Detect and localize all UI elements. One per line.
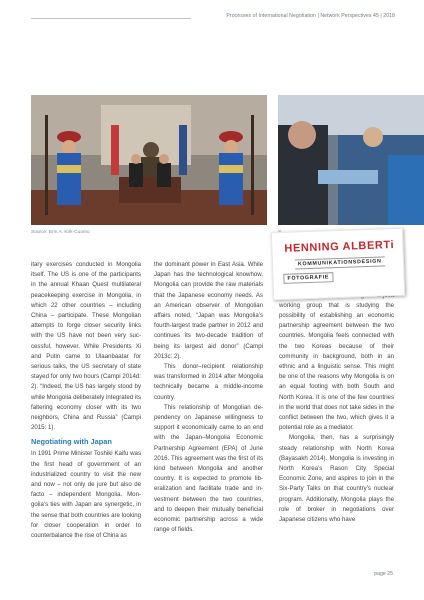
ceremony-photo-icon xyxy=(31,95,267,225)
header-rule xyxy=(31,18,191,19)
photo1-caption: Source: Erin A. Kirk-Cuomo xyxy=(31,230,90,235)
column-2 xyxy=(154,260,263,535)
paragraph: the dominant power in East Asia. While Japan has the technological knowhow, Mongolia can provide the raw materials that the Japanese economy needs. As an American observer of Mongolian affairs noted, “Japan was Mongolia’s fourth-largest trade partner in 2012 and continues its two-decade tradition of being its largest aid donor” (Campi 2013c: 2). xyxy=(154,261,263,360)
paragraph: In 1991 Prime Minister Toshiki Kaifu was the first head of government of an industrialized country to visit the new and now – not only de jure but also de facto – independent Mongolia. Mongolia’s ties with Japan are synergetic, in the sense that both countries are looking for closer cooperation in order to counterbalance the rise of China as xyxy=(31,450,141,540)
paragraph: itary exercises conducted in Mongolia itself. The US is one of the participants in the annual Khaan Quest multilateral peacekeeping exercise in Mongolia, in which 22 other countries – including China – participate. These Mongolian attempts to forge closer security links with the US have not been very successful, however. While Presidents Xi and Putin came to Ulaanbaatar for serious talks, the US secretary of state stayed for only two hours (Campi 2014d: 2). “Indeed, the US has largely stood by while Mongolia deliberately integrated its faltering economy closer with its two neighbors, China and Russia” (Campi 2015: 1). xyxy=(31,261,141,432)
ceremony-photo xyxy=(31,95,267,225)
running-header: Processes of International Negotiation | Network Perspectives 45 | 2018 xyxy=(226,13,395,19)
photographer-logo-stamp xyxy=(271,228,405,301)
paragraph: Mongolia, then, has a surprisingly steady relationship with North Korea (Bayasakh 2014). Mongolia is investing in North Korea’s Rason City Special Economic Zone, and aspires to join in the Six-Party Talks on that country’s nuclear program. Additionally, Mongolia plays the role of broker in negotiations over Japanese citizens who have xyxy=(279,434,394,524)
page-number: page 25 xyxy=(374,571,393,577)
paragraph: working group that is studying the possibility of establishing an economic partnership agreement between the two countries. Mongolia feels connected with the two Koreas because of their community in background, both in an ethnic and a linguistic sense. This might be one of the reasons why Mongolia is on an equal footing with both South and North Korea. It is one of the few countries in the world that does not take sides in the conflict between the two, which gives it a potential role as a mediator. xyxy=(279,301,394,432)
official-greeting-photo xyxy=(278,95,424,225)
column-3 xyxy=(279,260,394,525)
official-greeting-photo-icon xyxy=(278,95,424,225)
stamp-line-2: FOTOGRAFIE xyxy=(283,272,333,284)
column-1 xyxy=(31,260,141,541)
paragraph: This relationship of Mongolian dependency on Japanese willingness to support it economically came to an end with the Japan–Mongolia Economic Partnership Agreement (EPA) of June 2016. This agreement was the first of its kind between Mongolia and another country. It is expected to promote liberalization and facilitate trade and investment between the two countries, and to deepen their mutually beneficial economic partnership across a wide range of fields. xyxy=(154,403,263,534)
section-heading: Negotiating with Japan xyxy=(31,437,112,447)
paragraph: This donor–recipient relationship was transformed in 2014 after Mongolia technically became a middle-income country. xyxy=(154,363,263,401)
stamp-name: HENNING ALBERTi xyxy=(284,239,395,255)
stamp-line-1: KOMMUNIKATIONSDESIGN xyxy=(295,256,385,269)
